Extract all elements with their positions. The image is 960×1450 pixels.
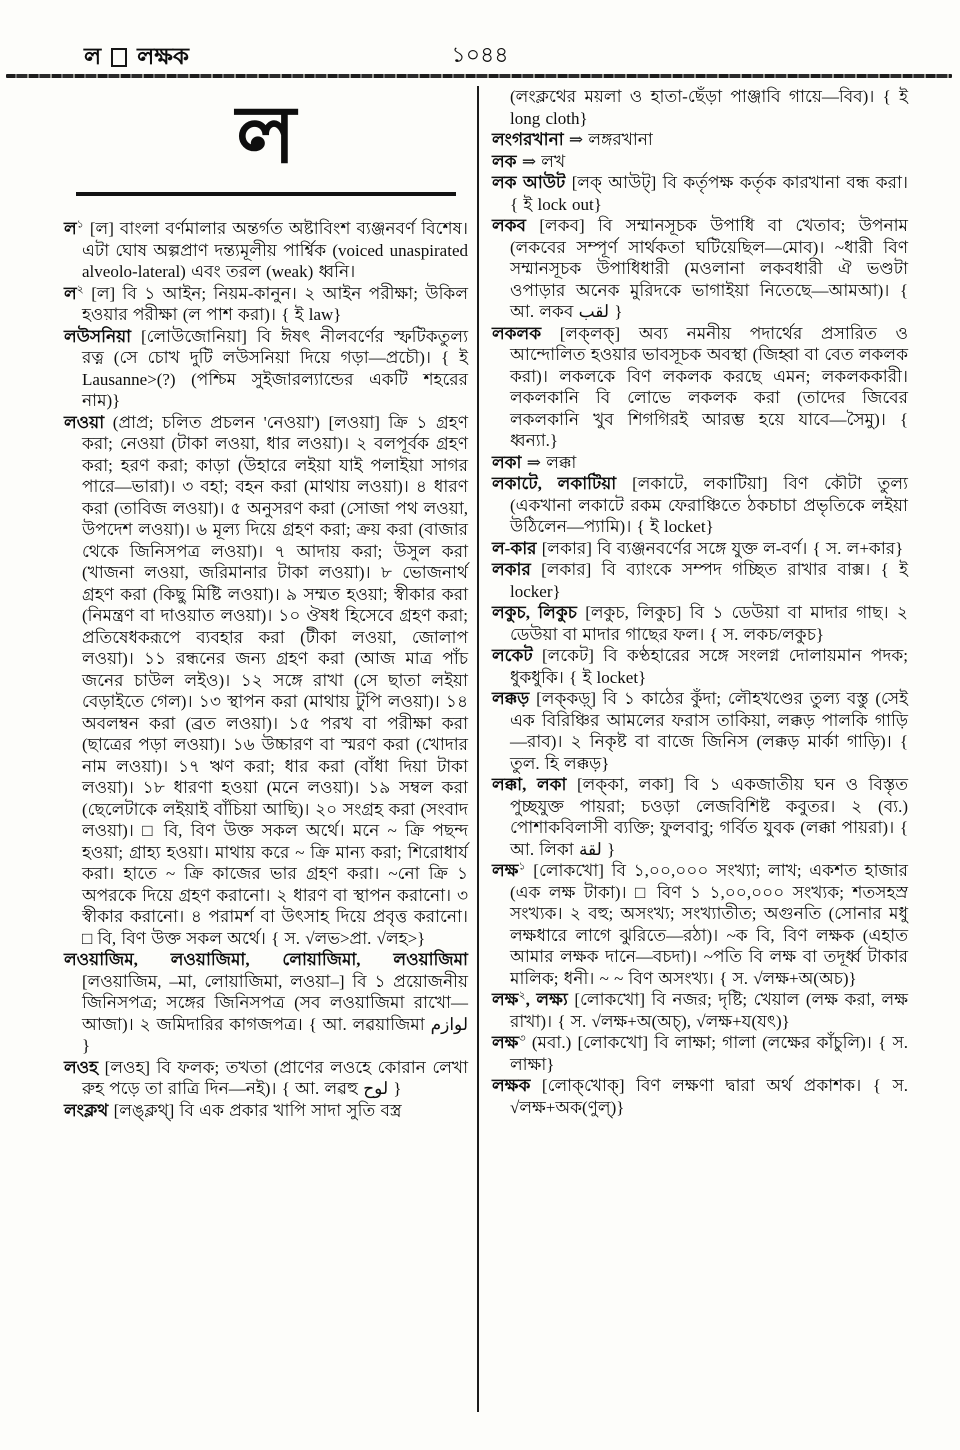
left-column — [64, 86, 468, 1121]
dictionary-entry — [64, 283, 468, 326]
dictionary-entry — [492, 538, 908, 560]
entry-body: [লোউজোনিয়া] বি ঈষৎ নীলবর্ণের স্ফটিকতুল্য রত্ন (সে চোখ দুটি লউসনিয়া দিয়ে গড়া—প্রচৌ)। { ই Lausanne>(?) (পশ্চিম সুইজারল্যান্ডের একটি শহরের নাম)} — [82, 326, 468, 410]
dictionary-entry — [492, 1032, 908, 1075]
entry-headword: লকার — [492, 560, 531, 579]
dictionary-entry — [64, 412, 468, 950]
dictionary-entry — [64, 949, 468, 1057]
entry-headword: লক্কা, লকা — [492, 775, 567, 794]
dictionary-entry — [492, 323, 908, 452]
entry-headword: লওহ — [64, 1057, 99, 1077]
section-letter: ল — [236, 92, 296, 180]
entry-headword: লংগরখানা — [492, 130, 564, 149]
entry-headword: লংক্লথ — [64, 1100, 109, 1120]
entry-headword: ল-কার — [492, 538, 537, 558]
dictionary-entry — [492, 452, 908, 474]
entry-body: [লওয়াজিম, –মা, লোয়াজিমা, লওয়া–] বি ১ প্রয়োজনীয় জিনিসপত্র; সঙ্গের জিনিসপত্র (সব লওয়াজিমা রাখো—আজা)। ২ জমিদারির কাগজপত্র। { আ. লৱয়াজিমা لوازم } — [82, 971, 468, 1055]
entry-body: ⇒ লঙ্গরখানা — [563, 130, 653, 149]
entry-body: ⇒ লক্কা — [521, 452, 577, 472]
dictionary-entry — [492, 172, 908, 215]
guide-letter: ল — [84, 44, 102, 69]
guide-word: লক্ষক — [137, 44, 190, 69]
dictionary-entry — [492, 989, 908, 1032]
entry-body: [লক্ আউট্] বি কর্তৃপক্ষ কর্তৃক কারখানা বন্ধ করা। { ই lock out} — [510, 173, 908, 214]
entry-headword: ল — [64, 219, 77, 238]
entry-headword: লকুচ, লিকুচ — [492, 603, 577, 622]
dictionary-entry — [492, 559, 908, 602]
page-number: ১০৪৪ — [451, 42, 509, 67]
dictionary-entry — [492, 215, 908, 323]
dictionary-entry — [492, 473, 908, 538]
entry-headword: লক্ষ — [492, 1033, 519, 1052]
entry-headword-superscript: ৩ — [518, 1032, 526, 1045]
entry-headword: লক্ষ — [492, 990, 519, 1009]
dictionary-entry — [64, 1100, 468, 1122]
entry-body: [লকার] বি ব্যঞ্জনবর্ণের সঙ্গে যুক্ত ল-বর্ণ। { স. ল+কার} — [536, 538, 904, 558]
entry-headword: লকাটে, লকাটিয়া — [492, 474, 617, 493]
entry-headword: লওয়াজিম, লওয়াজিমা, লোয়াজিমা, লওয়াজিমা — [64, 950, 468, 969]
entry-body: [লক্‌লক্] অব্য নমনীয় পদার্থের প্রসারিত ও আন্দোলিত হওয়ার ভাবসূচক অবস্থা (জিহ্বা বা বেত লকলক করা)। লকলকে বিণ লকলক করছে এমন; লকলককারী। লকলকানি বি লোভে লকলক করা (তাদের জিবের লকলকানি খুব শিগগিরই আরম্ভ হয়ে যাবে—সৈমু)। { ধ্বন্যা.} — [510, 323, 908, 450]
entry-headword: লকলক — [492, 323, 542, 343]
entry-body: [লক্‌কড়্] বি ১ কাঠের কুঁদা; লৌহখণ্ডের তুল্য বস্তু (সেই এক বিরিঞ্চির আমলের ফরাস তাকিয়া, লক্কড় পালকি গাড়ি—রাব)। ২ নিকৃষ্ট বা বাজে জিনিস (লক্কড় মার্কা গাড়ি)। { তুল. হি লক্কড়} — [510, 689, 908, 773]
entry-headword: লওয়া — [64, 412, 105, 432]
entry-body: [লোকখো] বি নজর; দৃষ্টি; খেয়াল (লক্ষ করা, লক্ষ রাখা)। { স. √লক্ষ+অ(অচ্), √লক্ষ+য(যৎ)} — [510, 990, 908, 1031]
dictionary-entry — [492, 602, 908, 645]
dictionary-entry — [492, 1075, 908, 1118]
entry-body: (লংক্লথের ময়লা ও হাতা-ছেঁড়া পাঞ্জাবি গায়ে—বিব)। { ই long cloth} — [510, 87, 908, 128]
entry-body: [লক্‌কা, লকা] বি ১ একজাতীয় ঘন ও বিস্তৃত পুচ্ছযুক্ত পায়রা; চওড়া লেজবিশিষ্ট কবুতর। ২ (ব্য.) পোশাকবিলাসী ব্যক্তি; ফুলবাবু; গর্বিত যুবক (লক্কা পায়রা)। { আ. লিকা لقة } — [510, 775, 908, 859]
entry-continuation — [492, 86, 908, 129]
entry-body: [লকেট] বি কণ্ঠহারের সঙ্গে সংলগ্ন দোলায়মান পদক; ধুকধুকি। { ই locket} — [510, 646, 908, 687]
entry-headword: লক আউট — [492, 173, 566, 192]
section-letter-rule — [76, 192, 456, 196]
dictionary-entry — [64, 218, 468, 283]
entry-headword-superscript: ২ — [518, 989, 526, 1002]
entry-body: [লোকখো] বি ১,০০,০০০ সংখ্যা; লাখ; একশত হাজার (এক লক্ষ টাকা)। □ বিণ ১ ১,০০,০০০ সংখ্যক; শতসহস্র সংখ্যক। ২ বহু; অসংখ্য; সংখ্যাতীত; অগুনতি (সোনার মধু লক্ষধারে লাগে ঝুরিতে—রঠা)। ~ক বি, বিণ লক্ষক (এহাত আমার লক্ষক দানে—বচদা)। ~পতি বি লক্ষ বা তদূর্ধ্ব টাকার মালিক; ধনী। ~ ~ বিণ অসংখ্য। { স. √লক্ষ+অ(অচ)} — [510, 861, 908, 988]
entry-body: [লওহ] বি ফলক; তখতা (প্রাণের লওহে কোরান লেখা রুহ পড়ে তা রাত্রি দিন—নই)। { আ. লৱহু لوح } — [82, 1057, 468, 1098]
entry-body: [ল] বি ১ আইন; নিয়ম-কানুন। ২ আইন পরীক্ষা; উকিল হওয়ার পরীক্ষা (ল পাশ করা)। { ই law} — [82, 283, 468, 324]
entry-headword-superscript: ১ — [518, 860, 526, 873]
dictionary-entry — [492, 774, 908, 860]
entry-body: [লোক্‌খোক্] বিণ লক্ষণা দ্বারা অর্থ প্রকাশক। { স. √লক্ষ+অক(ণুল্)} — [510, 1076, 908, 1117]
entry-headword: লকা — [492, 452, 522, 472]
entry-headword: লক্ষ — [492, 861, 519, 880]
entry-body: [লকাটে, লকাটিয়া] বিণ কৌটা তুল্য (একখানা লকাটে রকম ফেরাঞ্চিতে ঠকচাচা প্রভৃতিকে লইয়া উঠিলেন—প্যামি)। { ই locket} — [510, 474, 908, 536]
dictionary-entry — [492, 688, 908, 774]
dictionary-entry — [64, 1057, 468, 1100]
entry-headword: লক্ষক — [492, 1076, 531, 1095]
entry-body: [লকব] বি সম্মানসূচক উপাধি বা খেতাব; উপনাম (লকবের সম্পূর্ণ সার্থকতা ঘটিয়েছিল—মোব)। ~ধারী বিণ সম্মানসূচক উপাধিধারী (মওলানা লকবধারী ঐ ভণ্ডটা ওপাড়ার অনেক মুরিদকে ভাগাইয়া নিতেছে—আমআ)। { আ. লকব لقب } — [510, 216, 908, 321]
entry-headword: ল — [64, 283, 77, 303]
dictionary-entry — [492, 645, 908, 688]
entry-headword: লকব — [492, 216, 527, 235]
entry-body: [লকুচ, লিকুচ] বি ১ ডেউয়া বা মাদার গাছ। ২ ডেউয়া বা মাদার গাছের ফল। { স. লকচ/লকুচ} — [510, 603, 908, 644]
entry-headword: লউসনিয়া — [64, 326, 132, 346]
entry-headword: লক্কড় — [492, 689, 530, 708]
dictionary-entry — [492, 129, 908, 151]
entry-body: [লঙ্‌ক্লথ্] বি এক প্রকার খাপি সাদা সুতি বস্ত্র — [108, 1100, 402, 1120]
entry-headword: লক — [492, 151, 517, 171]
dictionary-entry — [64, 326, 468, 412]
entry-body: (মবা.) [লোকখো] বি লাক্ষা; গালা (লক্ষের কাঁচুলি)। { স. লাক্ষা} — [510, 1033, 908, 1074]
dictionary-entry — [492, 860, 908, 989]
header-rule — [6, 74, 952, 78]
entry-body: [লকার] বি ব্যাংকে সম্পদ গচ্ছিত রাখার বাক্স। { ই locker} — [510, 560, 908, 601]
right-column — [492, 86, 908, 1118]
entry-headword-alt: , লক্ষ্য — [525, 990, 568, 1009]
entry-headword-superscript: ১ — [76, 218, 84, 231]
entry-body: (প্রাপ্র; চলিত প্রচলন 'নেওয়া') [লওয়া] ক্রি ১ গ্রহণ করা; নেওয়া (টাকা লওয়া, ধার লওয়া)। ২ বলপূর্বক গ্রহণ করা; হরণ করা; কাড়া (উহারে লইয়া যাই পলাইয়া সাগর পারে—ভারা)। ৩ বহা; বহন করা (মাথায় লওয়া)। ৪ ধারণ করা (তাবিজ লওয়া)। ৫ অনুসরণ করা (সোজা পথ লওয়া, উপদেশ লওয়া)। ৬ মূল্য দিয়ে গ্রহণ করা; ক্রয় করা (বাজার থেকে জিনিসপত্র লওয়া)। ৭ আদায় করা; উসুল করা (খাজনা লওয়া, জরিমানার টাকা লওয়া)। ৮ ভোজনার্থ গ্রহণ করা (কিছু মিষ্টি লওয়া)। ৯ সম্মত হওয়া; স্বীকার করা (নিমন্ত্রণ বা দাওয়াত লওয়া)। ১০ ঔষধ হিসেবে গ্রহণ করা; প্রতিষেধকরূপে ব্যবহার করা (টীকা লওয়া, জোলাপ লওয়া)। ১১ রন্ধনের জন্য গ্রহণ করা (আজ মাত্র পাঁচ জনের চাউল লইও)। ১২ সঙ্গে রাখা (সে ছাতা লইয়া বেড়াইতে গেল)। ১৩ স্থাপন করা (মাথায় টুপি লওয়া)। ১৪ অবলম্বন করা (ব্রত লওয়া)। ১৫ পরখ বা পরীক্ষা করা (ছাত্রের পড়া লওয়া)। ১৬ উচ্চারণ বা স্মরণ করা (খোদার নাম লওয়া)। ১৭ ঋণ করা; ধার করা (বাঁধা দিয়া টাকা লওয়া)। ১৮ ধারণা হওয়া (মনে লওয়া)। ১৯ সম্বল করা (ছেলেটাকে লইয়াই বাঁচিয়া আছি)। ২০ সংগ্রহ করা (সংবাদ লওয়া)। □ বি, বিণ উক্ত সকল অর্থে। মনে ~ ক্রি পছন্দ হওয়া; গ্রাহ্য হওয়া। মাথায় করে ~ ক্রি মান্য করা; শিরোধার্য করা। হাতে ~ ক্রি কাজের ভার গ্রহণ করা। ~নো ক্রি ১ অপরকে দিয়ে গ্রহণ করানো। ২ ধারণ বা স্থাপন করানো। ৩ স্বীকার করানো। ৪ পরামর্শ বা উৎসাহ দিয়ে প্রবৃত্ত করানো। □ বি, বিণ উক্ত সকল অর্থে। { স. √লভ>প্রা. √লহ>} — [82, 412, 468, 948]
dictionary-entry — [492, 151, 908, 173]
entry-headword: লকেট — [492, 646, 533, 665]
column-divider — [477, 86, 479, 1412]
entry-headword-superscript: ২ — [76, 282, 84, 295]
entry-body: [ল] বাংলা বর্ণমালার অন্তর্গত অষ্টাবিংশ ব্যঞ্জনবর্ণ বিশেষ। এটা ঘোষ অল্পপ্রাণ দন্ত্যমূলীয় পার্শ্বিক (voiced unaspirated alveolo-lateral) এবং তরল (weak) ধ্বনি। — [82, 219, 468, 281]
entry-body: ⇒ লখ — [516, 151, 566, 171]
